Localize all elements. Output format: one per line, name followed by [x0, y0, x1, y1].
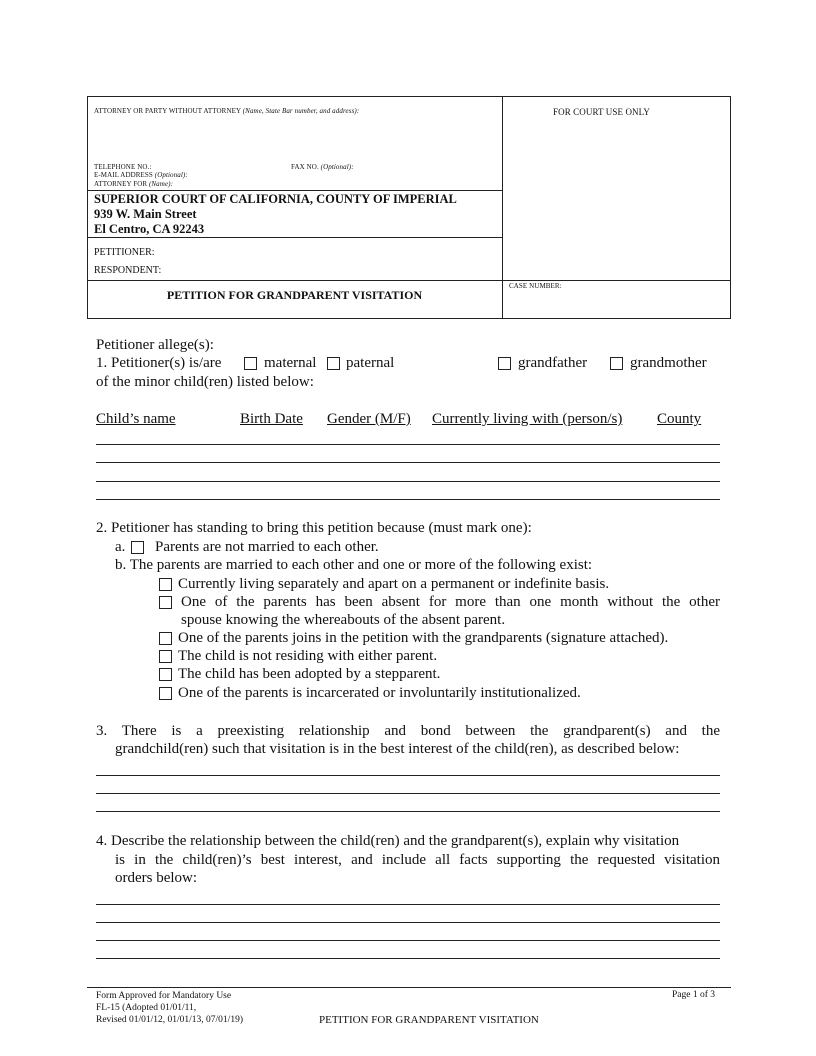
section4-line3: orders below:: [115, 870, 198, 886]
section1-intro: Petitioner allege(s):: [96, 337, 214, 353]
section4-line1: 4. Describe the relationship between the child(ren) and the grandparent(s), explain why visitation: [96, 833, 680, 849]
petitioner-label: PETITIONER:: [94, 247, 155, 258]
option-separated-checkbox[interactable]: [159, 578, 172, 591]
section3-line1: 3. There is a preexisting relationship and bond between the grandparent(s) and the: [96, 723, 720, 739]
section1-continuation: of the minor child(ren) listed below:: [96, 374, 314, 390]
option-separated-label: Currently living separately and apart on a permanent or indefinite basis.: [178, 576, 610, 592]
paternal-checkbox[interactable]: [327, 357, 340, 370]
attorney-label: ATTORNEY OR PARTY WITHOUT ATTORNEY (Name, State Bar number, and address):: [94, 107, 360, 115]
section3-line2: grandchild(ren) such that visitation is in the best interest of the child(ren), as described below:: [115, 741, 680, 757]
option-absent-continuation: spouse knowing the whereabouts of the absent parent.: [181, 612, 506, 628]
court-street: 939 W. Main Street: [94, 207, 197, 221]
court-use-label: FOR COURT USE ONLY: [553, 107, 650, 117]
footer-divider: [87, 987, 731, 988]
telephone-label: TELEPHONE NO.:: [94, 163, 152, 171]
court-name: SUPERIOR COURT OF CALIFORNIA, COUNTY OF IMPERIAL: [94, 192, 457, 206]
respondent-label: RESPONDENT:: [94, 265, 162, 276]
option-absent-label: One of the parents has been absent for more than one month without the other: [181, 594, 720, 610]
facts-entry-line[interactable]: [96, 922, 720, 923]
relationship-entry-line[interactable]: [96, 775, 720, 776]
footer-revised: Revised 01/01/12, 01/01/13, 07/01/19): [96, 1015, 243, 1025]
option-joins-label: One of the parents joins in the petition with the grandparents (signature attached).: [178, 630, 669, 646]
column-county: County: [657, 411, 702, 427]
option-absent-checkbox[interactable]: [159, 596, 172, 609]
maternal-label: maternal: [264, 355, 317, 371]
maternal-checkbox[interactable]: [244, 357, 257, 370]
case-number-label: CASE NUMBER:: [509, 282, 562, 290]
section2-b-text: b. The parents are married to each other and one or more of the following exist:: [115, 557, 593, 573]
paternal-label: paternal: [346, 355, 395, 371]
not-married-checkbox[interactable]: [131, 541, 144, 554]
section1-item-label: 1. Petitioner(s) is/are: [96, 355, 222, 371]
option-incarcerated-label: One of the parents is incarcerated or involuntarily institutionalized.: [178, 685, 581, 701]
child-entry-line[interactable]: [96, 499, 720, 500]
grandmother-label: grandmother: [630, 355, 707, 371]
relationship-entry-line[interactable]: [96, 793, 720, 794]
facts-entry-line[interactable]: [96, 958, 720, 959]
footer-page: Page 1 of 3: [672, 990, 716, 1000]
relationship-entry-line[interactable]: [96, 811, 720, 812]
option-not-residing-label: The child is not residing with either parent.: [178, 648, 438, 664]
grandfather-checkbox[interactable]: [498, 357, 511, 370]
child-entry-line[interactable]: [96, 444, 720, 445]
form-title: PETITION FOR GRANDPARENT VISITATION: [166, 288, 423, 302]
option-adopted-checkbox[interactable]: [159, 668, 172, 681]
option-not-residing-checkbox[interactable]: [159, 650, 172, 663]
footer-adopted: FL-15 (Adopted 01/01/11,: [96, 1003, 197, 1013]
section1-line: [96, 355, 221, 372]
attorney-for-label: ATTORNEY FOR (Name):: [94, 180, 174, 188]
column-child-name: Child’s name: [96, 411, 176, 427]
footer-form-info: [96, 990, 243, 1026]
court-address: [94, 192, 457, 237]
option-adopted-label: The child has been adopted by a stepparent.: [178, 666, 441, 682]
footer-approved: Form Approved for Mandatory Use: [96, 991, 232, 1001]
court-city: El Centro, CA 92243: [94, 222, 205, 236]
child-entry-line[interactable]: [96, 481, 720, 482]
option-incarcerated-checkbox[interactable]: [159, 687, 172, 700]
section4-line2: is in the child(ren)’s best interest, and include all facts supporting the requested visitation: [115, 852, 720, 868]
option-joins-checkbox[interactable]: [159, 632, 172, 645]
grandmother-checkbox[interactable]: [610, 357, 623, 370]
child-entry-line[interactable]: [96, 462, 720, 463]
section2-a-prefix: a.: [115, 539, 126, 555]
facts-entry-line[interactable]: [96, 940, 720, 941]
section2-intro: 2. Petitioner has standing to bring this petition because (must mark one):: [96, 520, 532, 536]
fax-label: FAX NO. (Optional):: [291, 163, 354, 171]
grandfather-label: grandfather: [518, 355, 588, 371]
email-label: E-MAIL ADDRESS (Optional):: [94, 171, 188, 179]
facts-entry-line[interactable]: [96, 904, 720, 905]
section2-a-text: Parents are not married to each other.: [155, 539, 379, 555]
column-gender: Gender (M/F): [327, 411, 411, 427]
column-living-with: Currently living with (person/s): [432, 411, 623, 427]
footer-title: PETITION FOR GRANDPARENT VISITATION: [319, 1014, 539, 1026]
column-birth-date: Birth Date: [240, 411, 303, 427]
